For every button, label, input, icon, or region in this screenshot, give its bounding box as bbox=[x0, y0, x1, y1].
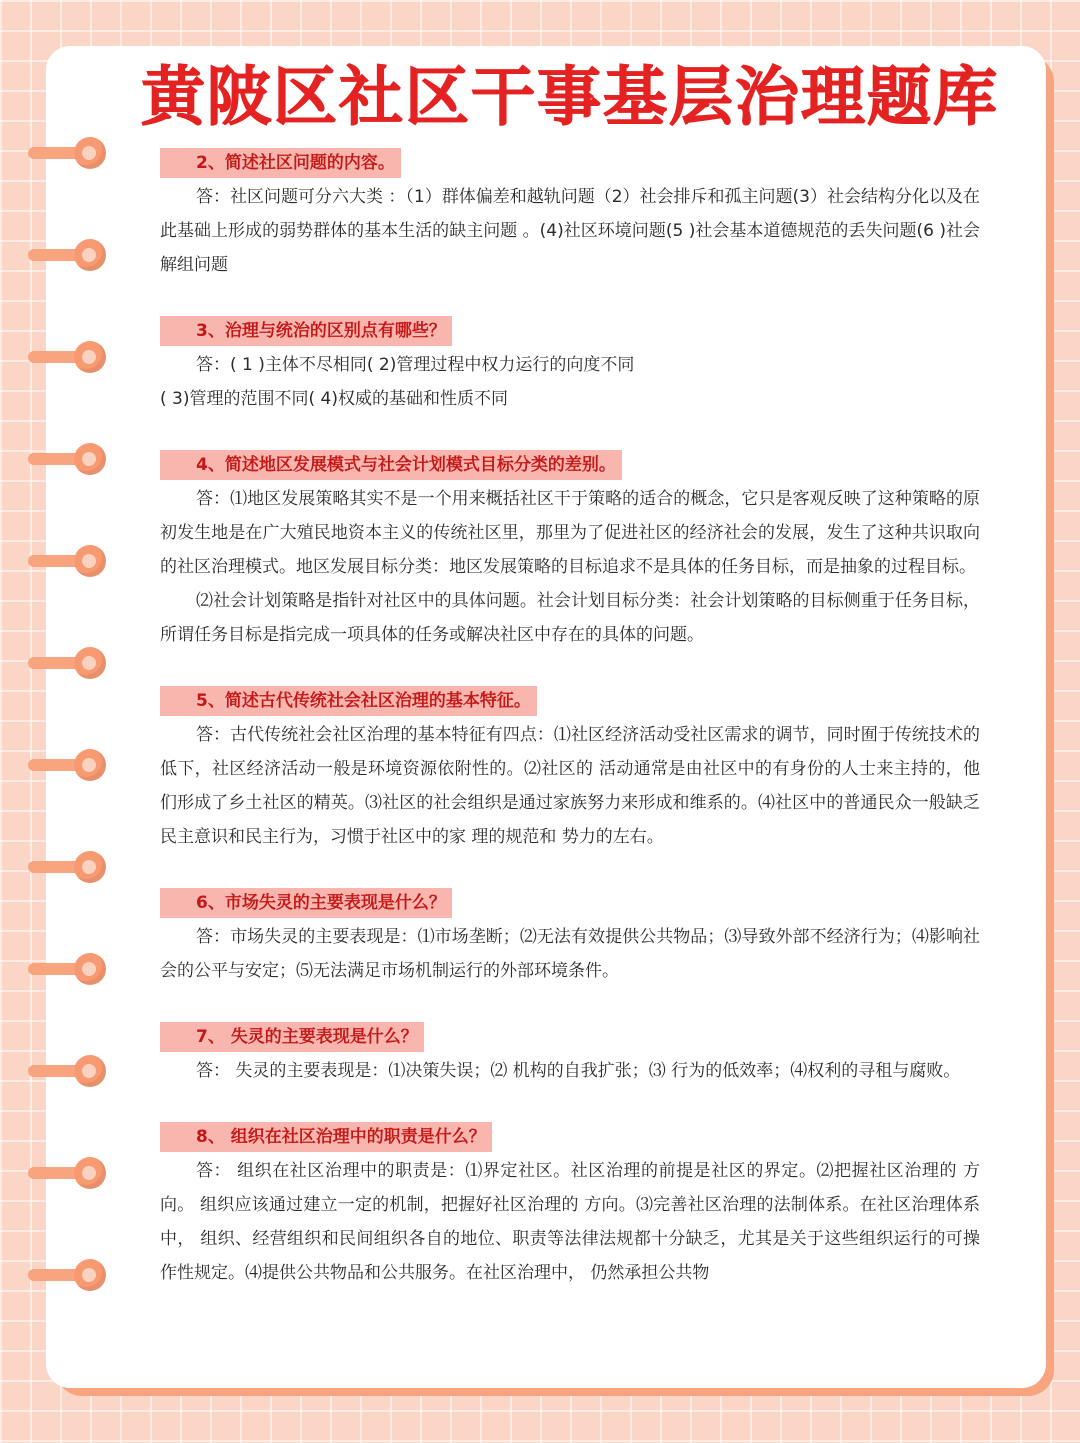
ring-icon bbox=[28, 140, 80, 166]
answer-text: 答：( 1 )主体不尽相同( 2)管理过程中权力运行的向度不同 bbox=[196, 355, 635, 375]
question-section bbox=[160, 314, 980, 416]
answer-text: ( 3)管理的范围不同( 4)权威的基础和性质不同 bbox=[160, 389, 508, 409]
ring-icon bbox=[28, 854, 80, 880]
ring-icon bbox=[28, 1058, 80, 1084]
question-heading: 3、治理与统治的区别点有哪些？ bbox=[160, 316, 452, 346]
ring-icon bbox=[28, 446, 80, 472]
answer-text: 答： 失灵的主要表现是：⑴决策失误；⑵ 机构的自我扩张；⑶ 行为的低效率；⑷权利的寻租与腐败。 bbox=[196, 1061, 961, 1081]
answer-text: 答：⑴地区发展策略其实不是一个用来概括社区干于策略的适合的概念，它只是客观反映了这种策略的原初发生地是在广大殖民地资本主义的传统社区里，那里为了促进社区的经济社会的发展，发生了这种共识取向的社区治理模式。地区发展目标分类：地区发展策略的目标追求不是具体的任务目标，而是抽象的过程目标。 bbox=[160, 489, 980, 577]
answer-text: 答：社区问题可分六大类 ：（1）群体偏差和越轨问题（2）社会排斥和孤主问题(3）社会结构分化以及在此基础上形成的弱势群体的基本生活的缺主问题 。(4)社区环境问题(5 )社会基本道德规范的丢失问题(6 )社会解组问题 bbox=[160, 187, 980, 275]
ring-icon bbox=[28, 1160, 80, 1186]
question-list bbox=[160, 146, 980, 1322]
question-section bbox=[160, 146, 980, 282]
question-heading: 6、市场失灵的主要表现是什么？ bbox=[160, 888, 452, 918]
answer-text: 答： 组织在社区治理中的职责是：⑴界定社区。社区治理的前提是社区的界定。⑵把握社区治理的 方向。 组织应该通过建立一定的机制，把握好社区治理的 方向。⑶完善社区治理的法制体系。在社区治理体系中， 组织、经营组织和民间组织各自的地位、职责等法律法规都十分缺乏，尤其是关于这些组织运行的可操作性规定。⑷提供公共物品和公共服务。在社区治理中， 仍然承担公共物 bbox=[160, 1161, 980, 1283]
ring-icon bbox=[28, 344, 80, 370]
question-section bbox=[160, 1020, 980, 1088]
notebook-rings bbox=[28, 0, 118, 1443]
question-heading: 7、 失灵的主要表现是什么？ bbox=[160, 1022, 424, 1052]
question-heading: 5、简述古代传统社会社区治理的基本特征。 bbox=[160, 686, 537, 716]
answer-text: ⑵社会计划策略是指针对社区中的具体问题。社会计划目标分类：社会计划策略的目标侧重于任务目标，所谓任务目标是指完成一项具体的任务或解决社区中存在的具体的问题。 bbox=[160, 591, 980, 645]
question-section bbox=[160, 684, 980, 854]
question-section bbox=[160, 1120, 980, 1290]
ring-icon bbox=[28, 242, 80, 268]
answer-text: 答：古代传统社会社区治理的基本特征有四点：⑴社区经济活动受社区需求的调节，同时囿于传统技术的低下，社区经济活动一般是环境资源依附性的。⑵社区的 活动通常是由社区中的有身份的人士来主持的，他们形成了乡土社区的精英。⑶社区的社会组织是通过家族努力来形成和维系的。⑷社区中的普通民众一般缺乏民主意识和民主行为，习惯于社区中的家 理的规范和 势力的左右。 bbox=[160, 725, 980, 847]
answer-text: 答：市场失灵的主要表现是：⑴市场垄断；⑵无法有效提供公共物品；⑶导致外部不经济行为；⑷影响社会的公平与安定；⑸无法满足市场机制运行的外部环境条件。 bbox=[160, 927, 980, 981]
question-section bbox=[160, 886, 980, 988]
ring-icon bbox=[28, 1262, 80, 1288]
question-heading: 4、简述地区发展模式与社会计划模式目标分类的差别。 bbox=[160, 450, 622, 480]
question-heading: 8、 组织在社区治理中的职责是什么？ bbox=[160, 1122, 492, 1152]
ring-icon bbox=[28, 956, 80, 982]
question-heading: 2、简述社区问题的内容。 bbox=[160, 148, 401, 178]
ring-icon bbox=[28, 548, 80, 574]
ring-icon bbox=[28, 650, 80, 676]
page-title: 黄陂区社区干事基层治理题库 bbox=[141, 61, 999, 135]
ring-icon bbox=[28, 752, 80, 778]
question-section bbox=[160, 448, 980, 652]
